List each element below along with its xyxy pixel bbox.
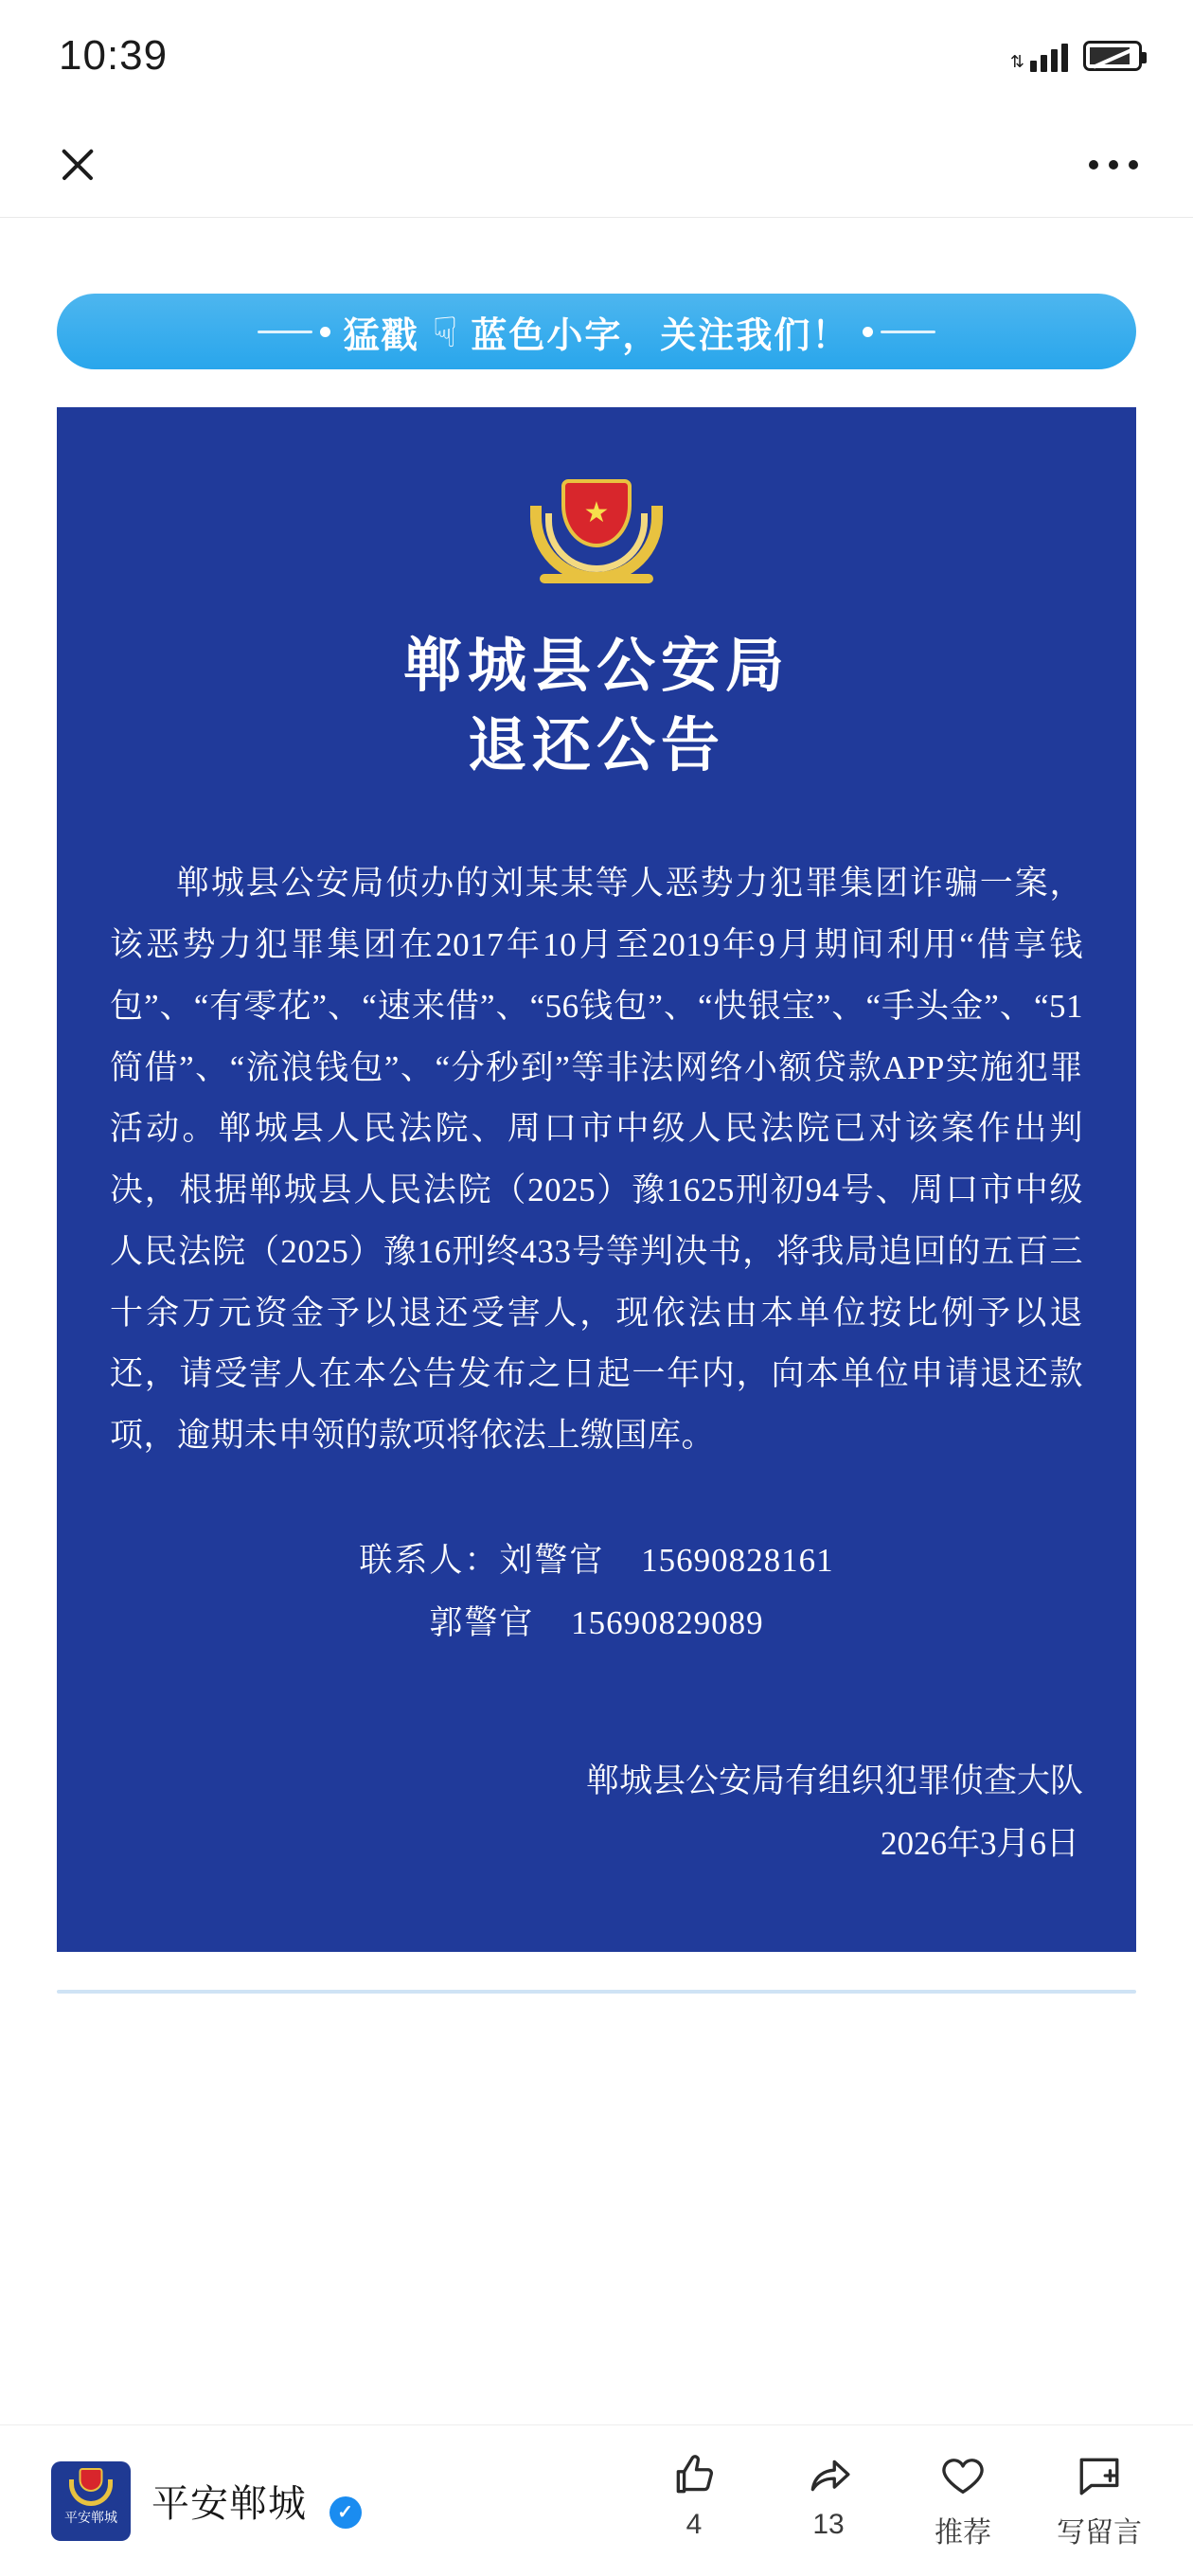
thumbs-up-icon — [670, 2452, 718, 2499]
banner-text: 蓝色小字，关注我们！ — [471, 315, 850, 356]
comment-plus-icon — [1076, 2452, 1123, 2499]
like-count: 4 — [686, 2508, 703, 2540]
signal-bars-icon: ⇅ — [1010, 40, 1068, 72]
close-icon[interactable] — [55, 142, 100, 188]
recommend-label: 推荐 — [935, 2516, 991, 2549]
banner-strong-text: 猛戳 — [343, 315, 419, 356]
more-options-icon[interactable] — [1089, 160, 1138, 170]
like-button[interactable] — [653, 2452, 735, 2541]
pointing-hand-icon: ☟ — [432, 310, 458, 356]
poster-signature — [110, 1750, 1083, 1876]
announcement-poster — [57, 407, 1136, 1952]
contact-phone: 15690828161 — [641, 1541, 834, 1579]
banner-left-ornament — [258, 327, 330, 337]
article-content — [0, 294, 1193, 1994]
signer-name: 郸城县公安局有组织犯罪侦查大队 — [585, 1762, 1083, 1799]
contact-name: 联系人：刘警官 — [359, 1541, 605, 1579]
contact-row — [110, 1592, 1083, 1655]
write-comment-label: 写留言 — [1057, 2516, 1142, 2549]
contact-row — [110, 1530, 1083, 1593]
poster-title-line2: 退还公告 — [467, 712, 725, 778]
share-button[interactable] — [788, 2452, 869, 2541]
write-comment-button[interactable] — [1057, 2452, 1142, 2550]
action-buttons — [653, 2452, 1151, 2550]
poster-body-text: 郸城县公安局侦办的刘某某等人恶势力犯罪集团诈骗一案，该恶势力犯罪集团在2017年10月至2019年9月期间利用“借享钱包”、“有零花”、“速来借”、“56钱包”、“快银宝”、“手头金”、“51简借”、“流浪钱包”、“分秒到”等非法网络小额贷款APP实施犯罪活动。郸城县人民法院、周口市中级人民法院已对该案作出判决，根据郸城县人民法院（2025）豫1625刑初94号、周口市中级人民法院（2025）豫16刑终433号等判决书，将我局追回的五百三十余万元资金予以退还受害人，现依法由本单位按比例予以退还，请受害人在本公告发布之日起一年内，向本单位申请退还款项，逾期未申领的款项将依法上缴国库。 — [110, 865, 1083, 1455]
follow-us-banner[interactable] — [57, 294, 1136, 369]
nav-bar — [0, 112, 1193, 218]
account-block[interactable] — [51, 2461, 362, 2541]
status-icons — [1010, 40, 1142, 72]
content-divider — [57, 1990, 1136, 1994]
heart-icon — [939, 2452, 987, 2499]
poster-title — [110, 627, 1083, 785]
bottom-action-bar — [0, 2424, 1193, 2576]
banner-right-ornament — [863, 327, 935, 337]
verified-badge-icon: ✓ — [329, 2496, 362, 2529]
account-name-text: 平安郸城 — [151, 2483, 307, 2525]
contact-name: 郭警官 — [429, 1604, 535, 1642]
battery-icon — [1083, 41, 1142, 71]
poster-title-line1: 郸城县公安局 — [402, 634, 790, 699]
signature-date: 2026年3月6日 — [880, 1825, 1079, 1863]
status-time: 10:39 — [59, 32, 169, 79]
status-bar — [0, 0, 1193, 112]
account-avatar-police-icon[interactable] — [51, 2461, 131, 2541]
contact-phone: 15690829089 — [571, 1604, 764, 1642]
avatar-caption: 平安郸城 — [64, 2509, 117, 2525]
recommend-button[interactable] — [922, 2452, 1004, 2550]
police-badge-icon: ★ — [530, 474, 663, 585]
share-count: 13 — [812, 2508, 845, 2540]
account-name[interactable] — [151, 2474, 362, 2528]
contact-list — [110, 1530, 1083, 1655]
share-arrow-icon — [805, 2452, 852, 2499]
